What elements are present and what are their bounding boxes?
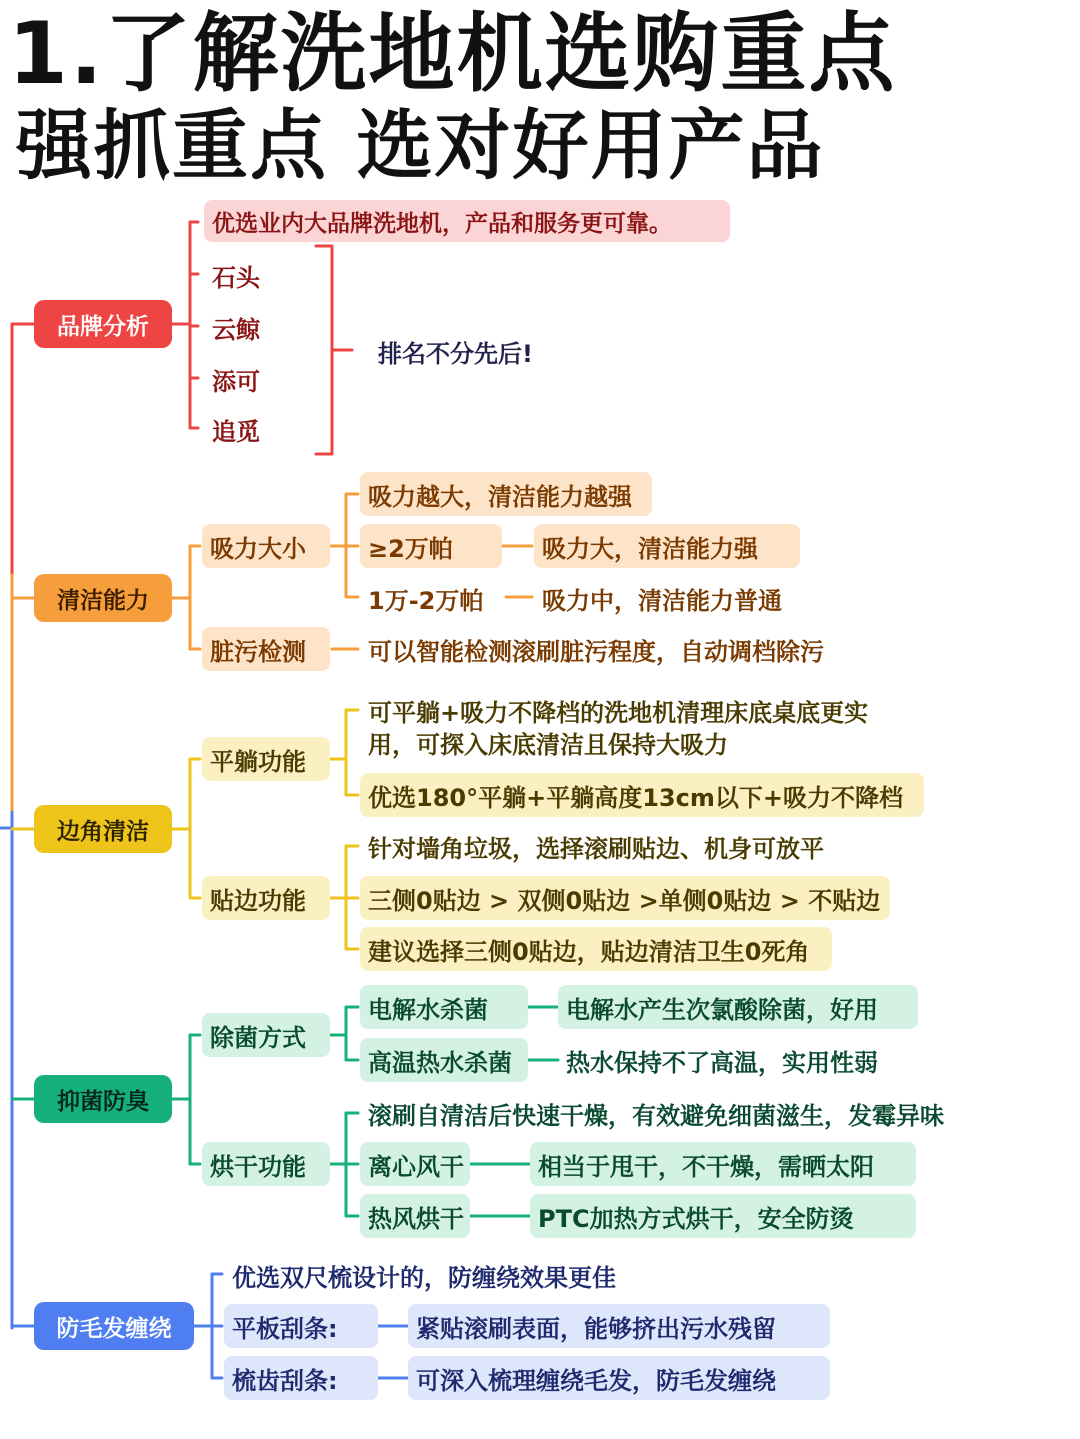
ranking-note: 排名不分先后! [378, 339, 533, 368]
edge-hugging-advice: 建议选择三侧0贴边，贴边清洁卫生0死角 [360, 927, 832, 971]
dual-comb-desc: 优选双尺梳设计的，防缠绕效果更佳 [232, 1263, 616, 1292]
brand-name: 云鲸 [212, 315, 260, 344]
page-title: 1.了解洗地机选购重点 [8, 4, 897, 104]
lie-flat-desc-line1: 可平躺+吸力不降档的洗地机清理床底桌底更实 [368, 698, 869, 727]
edge-hugging-label: 贴边功能 [202, 876, 330, 920]
lie-flat-recommendation: 优选180°平躺+平躺高度13cm以下+吸力不降档 [360, 773, 924, 817]
comb-scraper-desc: 可深入梳理缠绕毛发，防毛发缠绕 [408, 1356, 830, 1400]
category-anti-hair-tangle[interactable]: 防毛发缠绕 [34, 1302, 194, 1350]
suction-high-desc: 吸力大，清洁能力强 [534, 524, 800, 568]
centrifugal-dry: 离心风干 [360, 1142, 470, 1186]
edge-hugging-desc: 针对墙角垃圾，选择滚刷贴边、机身可放平 [368, 834, 824, 863]
flat-scraper-label: 平板刮条: [224, 1304, 378, 1348]
electrolyzed-water: 电解水杀菌 [360, 985, 528, 1029]
brand-tip: 优选业内大品牌洗地机，产品和服务更可靠。 [204, 200, 730, 242]
category-edge-cleaning[interactable]: 边角清洁 [34, 805, 172, 853]
suction-mid: 1万-2万帕 [368, 586, 484, 615]
category-brand-analysis[interactable]: 品牌分析 [34, 300, 172, 348]
page-subtitle: 强抓重点 选对好用产品 [16, 101, 825, 190]
suction-high: ≥2万帕 [360, 524, 502, 568]
edge-hugging-ranking: 三侧0贴边 > 双侧0贴边 >单侧0贴边 > 不贴边 [360, 876, 890, 920]
suction-rule: 吸力越大，清洁能力越强 [360, 472, 652, 516]
sterilization-label: 除菌方式 [202, 1013, 330, 1057]
drying-desc: 滚刷自清洁后快速干燥，有效避免细菌滋生，发霉异味 [368, 1101, 944, 1130]
category-antibacterial[interactable]: 抑菌防臭 [34, 1075, 172, 1123]
brand-name: 追觅 [212, 417, 260, 446]
root-connectors [0, 324, 34, 1328]
electrolyzed-water-desc: 电解水产生次氯酸除菌，好用 [558, 985, 918, 1029]
suction-label: 吸力大小 [202, 524, 330, 568]
lie-flat-desc-line2: 用，可探入床底清洁且保持大吸力 [368, 730, 728, 759]
hot-air-dry: 热风烘干 [360, 1194, 470, 1238]
drying-label: 烘干功能 [202, 1142, 330, 1186]
lie-flat-label: 平躺功能 [202, 737, 330, 781]
comb-scraper-label: 梳齿刮条: [224, 1356, 378, 1400]
flat-scraper-desc: 紧贴滚刷表面，能够挤出污水残留 [408, 1304, 830, 1348]
hot-air-dry-desc: PTC加热方式烘干，安全防烫 [530, 1194, 916, 1238]
suction-mid-desc: 吸力中，清洁能力普通 [542, 586, 782, 615]
dirt-detection-desc: 可以智能检测滚刷脏污程度，自动调档除污 [368, 637, 824, 666]
clean-connectors [172, 494, 532, 649]
brand-name: 石头 [212, 263, 260, 292]
hot-water: 高温热水杀菌 [360, 1038, 528, 1082]
centrifugal-dry-desc: 相当于甩干，不干燥，需晒太阳 [530, 1142, 916, 1186]
hot-water-desc: 热水保持不了高温，实用性弱 [566, 1048, 878, 1077]
dirt-detection-label: 脏污检测 [202, 627, 330, 671]
brand-name: 添可 [212, 367, 260, 396]
category-cleaning-ability[interactable]: 清洁能力 [34, 574, 172, 622]
